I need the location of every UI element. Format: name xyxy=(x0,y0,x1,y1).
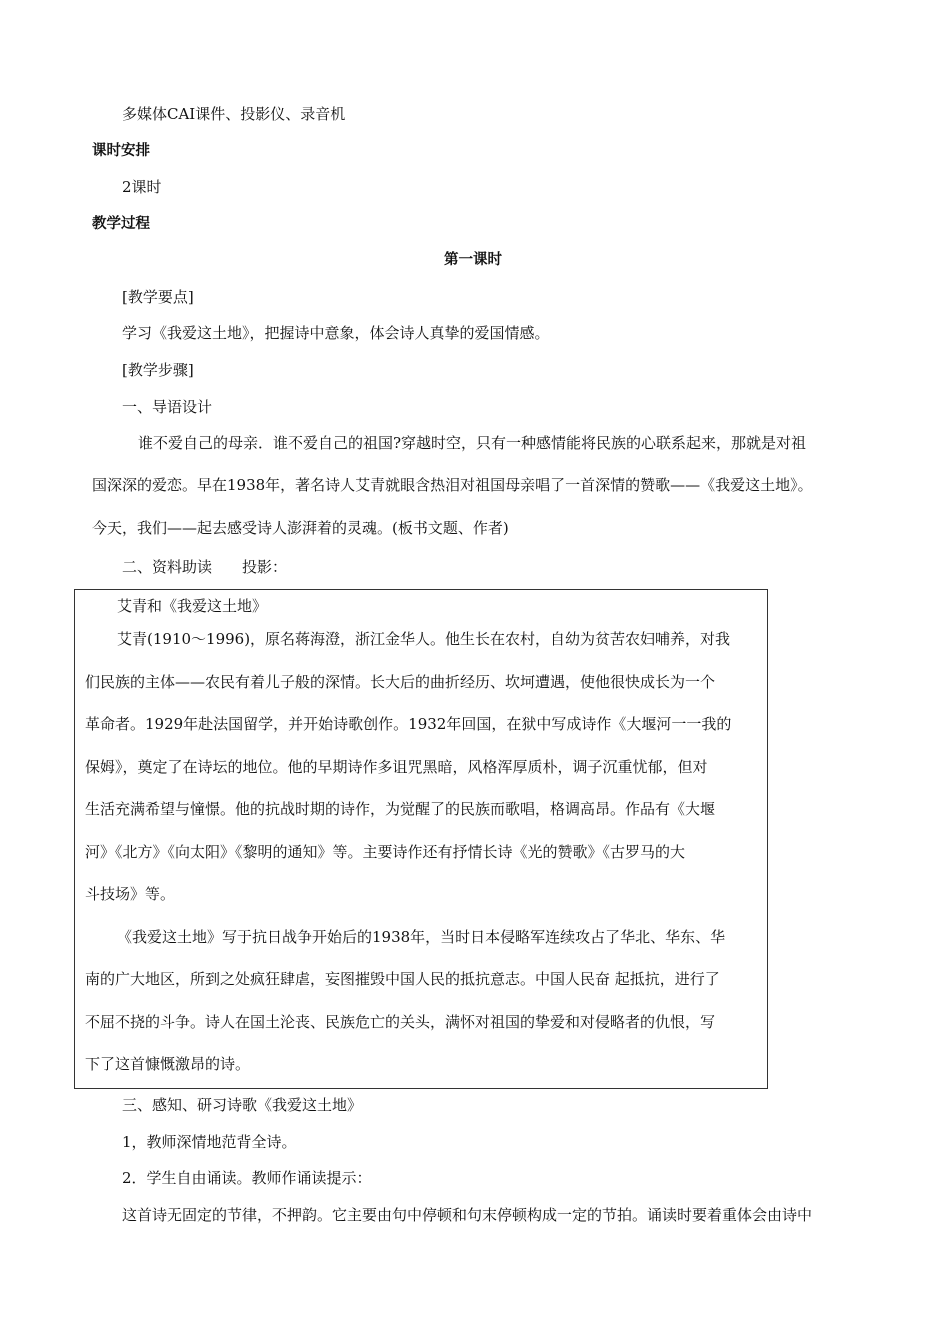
steps-label: [教学步骤] xyxy=(122,361,194,379)
step3-item: 2．学生自由诵读。教师作诵读提示： xyxy=(122,1169,372,1187)
intro-line: 今天，我们——起去感受诗人澎湃着的灵魂。(板书文题、作者) xyxy=(92,519,509,537)
box-para1-line: 生活充满希望与憧憬。他的抗战时期的诗作，为觉醒了的民族而歌唱，格调高昂。作品有《大堰 xyxy=(85,800,716,818)
box-para1-line: 们民族的主体——农民有着儿子般的深情。长大后的曲折经历、坎坷遭遇，使他很快成长为一个 xyxy=(85,673,716,691)
step1-heading: 一、导语设计 xyxy=(122,398,213,416)
key-points-text: 学习《我爱这土地》，把握诗中意象，体会诗人真挚的爱国情感。 xyxy=(122,324,550,342)
box-para1-line: 革命者。1929年赴法国留学，并开始诗歌创作。1932年回国，在狱中写成诗作《大堰河一一我的 xyxy=(85,715,732,733)
box-para1-line: 河》《北方》《向太阳》《黎明的通知》等。主要诗作还有抒情长诗《光的赞歌》《古罗马的大 xyxy=(85,843,686,861)
process-heading: 教学过程 xyxy=(92,216,150,232)
box-para1-line: 斗技场》等。 xyxy=(85,885,176,903)
box-para1-line: 保姆》，奠定了在诗坛的地位。他的早期诗作多诅咒黑暗，风格浑厚质朴，调子沉重忧郁，但对 xyxy=(85,758,708,776)
step3-item: 1，教师深情地范背全诗。 xyxy=(122,1133,297,1151)
schedule-value: 2课时 xyxy=(122,178,162,196)
lesson-title: 第一课时 xyxy=(444,252,502,268)
step2-heading: 二、资料助读 投影： xyxy=(122,558,288,576)
box-para2-line: 《我爱这土地》写于抗日战争开始后的1938年，当时日本侵略军连续攻占了华北、华东、华 xyxy=(117,928,726,946)
intro-line: 国深深的爱恋。早在1938年，著名诗人艾青就眼含热泪对祖国母亲唱了一首深情的赞歌——《我爱这土地》。 xyxy=(92,476,813,494)
box-para2-line: 南的广大地区，所到之处疯狂肆虐，妄图摧毁中国人民的抵抗意志。中国人民奋 起抵抗，进行了 xyxy=(85,970,720,988)
key-points-label: [教学要点] xyxy=(122,288,194,306)
box-para1-line: 艾青(1910～1996)，原名蒋海澄，浙江金华人。他生长在农村，自幼为贫苦农妇哺养，对我 xyxy=(117,630,731,648)
step3-heading: 三、感知、研习诗歌《我爱这土地》 xyxy=(122,1096,363,1114)
schedule-heading: 课时安排 xyxy=(92,143,150,159)
intro-line: 谁不爱自己的母亲．谁不爱自己的祖国?穿越时空，只有一种感情能将民族的心联系起来，那就是对祖 xyxy=(138,434,807,452)
reference-box xyxy=(74,589,768,1089)
step3-text: 这首诗无固定的节律，不押韵。它主要由句中停顿和句末停顿构成一定的节拍。诵读时要着重体会由诗中 xyxy=(122,1206,813,1224)
box-para2-line: 不屈不挠的斗争。诗人在国土沦丧、民族危亡的关头，满怀对祖国的挚爱和对侵略者的仇恨，写 xyxy=(85,1013,716,1031)
materials-line: 多媒体CAI课件、投影仪、录音机 xyxy=(122,105,346,123)
box-title: 艾青和《我爱这土地》 xyxy=(117,597,268,615)
box-para2-line: 下了这首慷慨激昂的诗。 xyxy=(85,1055,251,1073)
